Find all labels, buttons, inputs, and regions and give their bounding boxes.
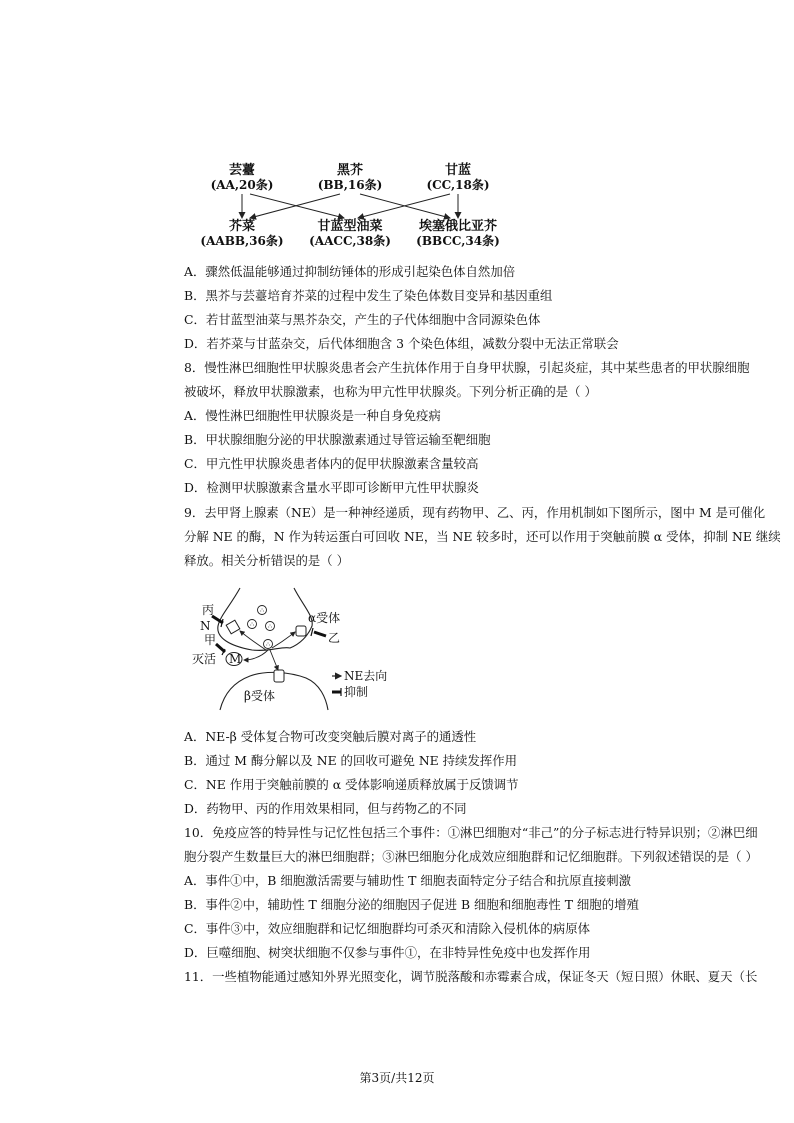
- parent-name: 甘蓝: [444, 163, 471, 178]
- q9-stem-line-3: 释放。相关分析错误的是（ ）: [184, 553, 350, 568]
- parent-genome: (AA,20条): [210, 178, 274, 192]
- offspring-genome: (AACC,38条): [309, 234, 391, 248]
- q7-option-c: C．若甘蓝型油菜与黑芥杂交，产生的子代体细胞中含同源染色体: [184, 312, 541, 327]
- q9-option-c: C．NE 作用于突触前膜的 α 受体影响递质释放属于反馈调节: [184, 777, 519, 792]
- beta-receptor: [274, 670, 284, 682]
- svg-text:∴: ∴: [268, 623, 272, 630]
- parent-name: 芸薹: [228, 163, 255, 178]
- q10-stem-line-2: 胞分裂产生数量巨大的淋巴细胞群；③淋巴细胞分化成效应细胞群和记忆细胞群。下列叙述错误的是（ ）: [184, 849, 758, 864]
- q10-option-b: B．事件②中，辅助性 T 细胞分泌的细胞因子促进 B 细胞和细胞毒性 T 细胞的增殖: [184, 897, 639, 912]
- legend-inhibit: 抑制: [344, 685, 369, 699]
- q10-option-a: A．事件①中，B 细胞激活需要与辅助性 T 细胞表面特定分子结合和抗原直接刺激: [184, 873, 632, 888]
- q10-stem-line-1: 10．免疫应答的特异性与记忆性包括三个事件：①淋巴细胞对“非己”的分子标志进行特异识别；②淋巴细: [184, 825, 758, 840]
- parent-genome: (CC,18条): [426, 178, 490, 192]
- q7-option-d: D．若芥菜与甘蓝杂交，后代体细胞含 3 个染色体组，减数分裂中无法正常联会: [184, 336, 619, 351]
- q11-stem-line-1: 11．一些植物能通过感知外界光照变化，调节脱落酸和赤霉素合成，保证冬天（短日照）休眠、夏天（长: [184, 969, 758, 984]
- q8-stem-line-2: 被破坏，释放甲状腺激素，也称为甲亢性甲状腺炎。下列分析正确的是（ ）: [184, 384, 597, 399]
- q8-option-d: D．检测甲状腺激素含量水平即可诊断甲亢性甲状腺炎: [184, 480, 479, 495]
- offspring-genome: (BBCC,34条): [416, 234, 500, 248]
- cross-arrows: [0, 0, 794, 260]
- q7-option-a: A．骤然低温能够通过抑制纺锤体的形成引起染色体自然加倍: [184, 264, 516, 279]
- svg-text:∴: ∴: [250, 621, 254, 628]
- q10-option-d: D．巨噬细胞、树突状细胞不仅参与事件①，在非特异性免疫中也发挥作用: [184, 945, 591, 960]
- q9-option-a: A．NE-β 受体复合物可改变突触后膜对离子的通透性: [184, 729, 477, 744]
- q9-option-d: D．药物甲、丙的作用效果相同，但与药物乙的不同: [184, 801, 467, 816]
- legend-direction: NE去向: [344, 669, 388, 683]
- synapse-diagram: [190, 586, 390, 714]
- q9-option-b: B．通过 M 酶分解以及 NE 的回收可避免 NE 持续发挥作用: [184, 753, 518, 768]
- label-alpha: α受体: [308, 611, 341, 625]
- offspring-name: 甘蓝型油菜: [317, 219, 383, 234]
- q10-option-c: C．事件③中，效应细胞群和记忆细胞群均可杀灭和清除入侵机体的病原体: [184, 921, 590, 936]
- offspring-name: 埃塞俄比亚芥: [418, 219, 497, 234]
- parent-genome: (BB,16条): [317, 178, 383, 192]
- svg-text:∴: ∴: [266, 641, 270, 648]
- alpha-receptor: [296, 626, 306, 636]
- drug-yi-inhibit: [314, 632, 326, 636]
- q9-stem-line-2: 分解 NE 的酶，N 作为转运蛋白可回收 NE，当 NE 较多时，还可以作用于突触前膜 α 受体，抑制 NE 继续: [184, 529, 781, 544]
- label-jia: 甲: [204, 633, 217, 647]
- q8-option-c: C．甲亢性甲状腺炎患者体内的促甲状腺激素含量较高: [184, 456, 479, 471]
- label-n: N: [200, 619, 211, 633]
- offspring-genome: (AABB,36条): [200, 234, 284, 248]
- q8-stem-line-1: 8．慢性淋巴细胞性甲状腺炎患者会产生抗体作用于自身甲状腺，引起炎症，其中某些患者的甲状腺细胞: [184, 360, 750, 375]
- label-m: M: [229, 652, 242, 666]
- q7-option-b: B．黑芥与芸薹培育芥菜的过程中发生了染色体数目变异和基因重组: [184, 288, 553, 303]
- label-miehuo: 灭活: [192, 652, 217, 666]
- label-bing: 丙: [202, 603, 215, 617]
- transporter-n: [226, 620, 240, 634]
- q9-stem-line-1: 9．去甲肾上腺素（NE）是一种神经递质，现有药物甲、乙、丙，作用机制如下图所示，图中 M 是可催化: [184, 505, 766, 520]
- q8-option-b: B．甲状腺细胞分泌的甲状腺激素通过导管运输至靶细胞: [184, 432, 491, 447]
- parent-name: 黑芥: [336, 163, 363, 178]
- label-yi: 乙: [328, 631, 341, 645]
- label-beta: β受体: [244, 689, 275, 703]
- svg-text:∴: ∴: [260, 607, 264, 614]
- page-number: 第3页/共12页: [359, 1071, 435, 1085]
- offspring-name: 芥菜: [228, 219, 255, 234]
- q8-option-a: A．慢性淋巴细胞性甲状腺炎是一种自身免疫病: [184, 408, 441, 423]
